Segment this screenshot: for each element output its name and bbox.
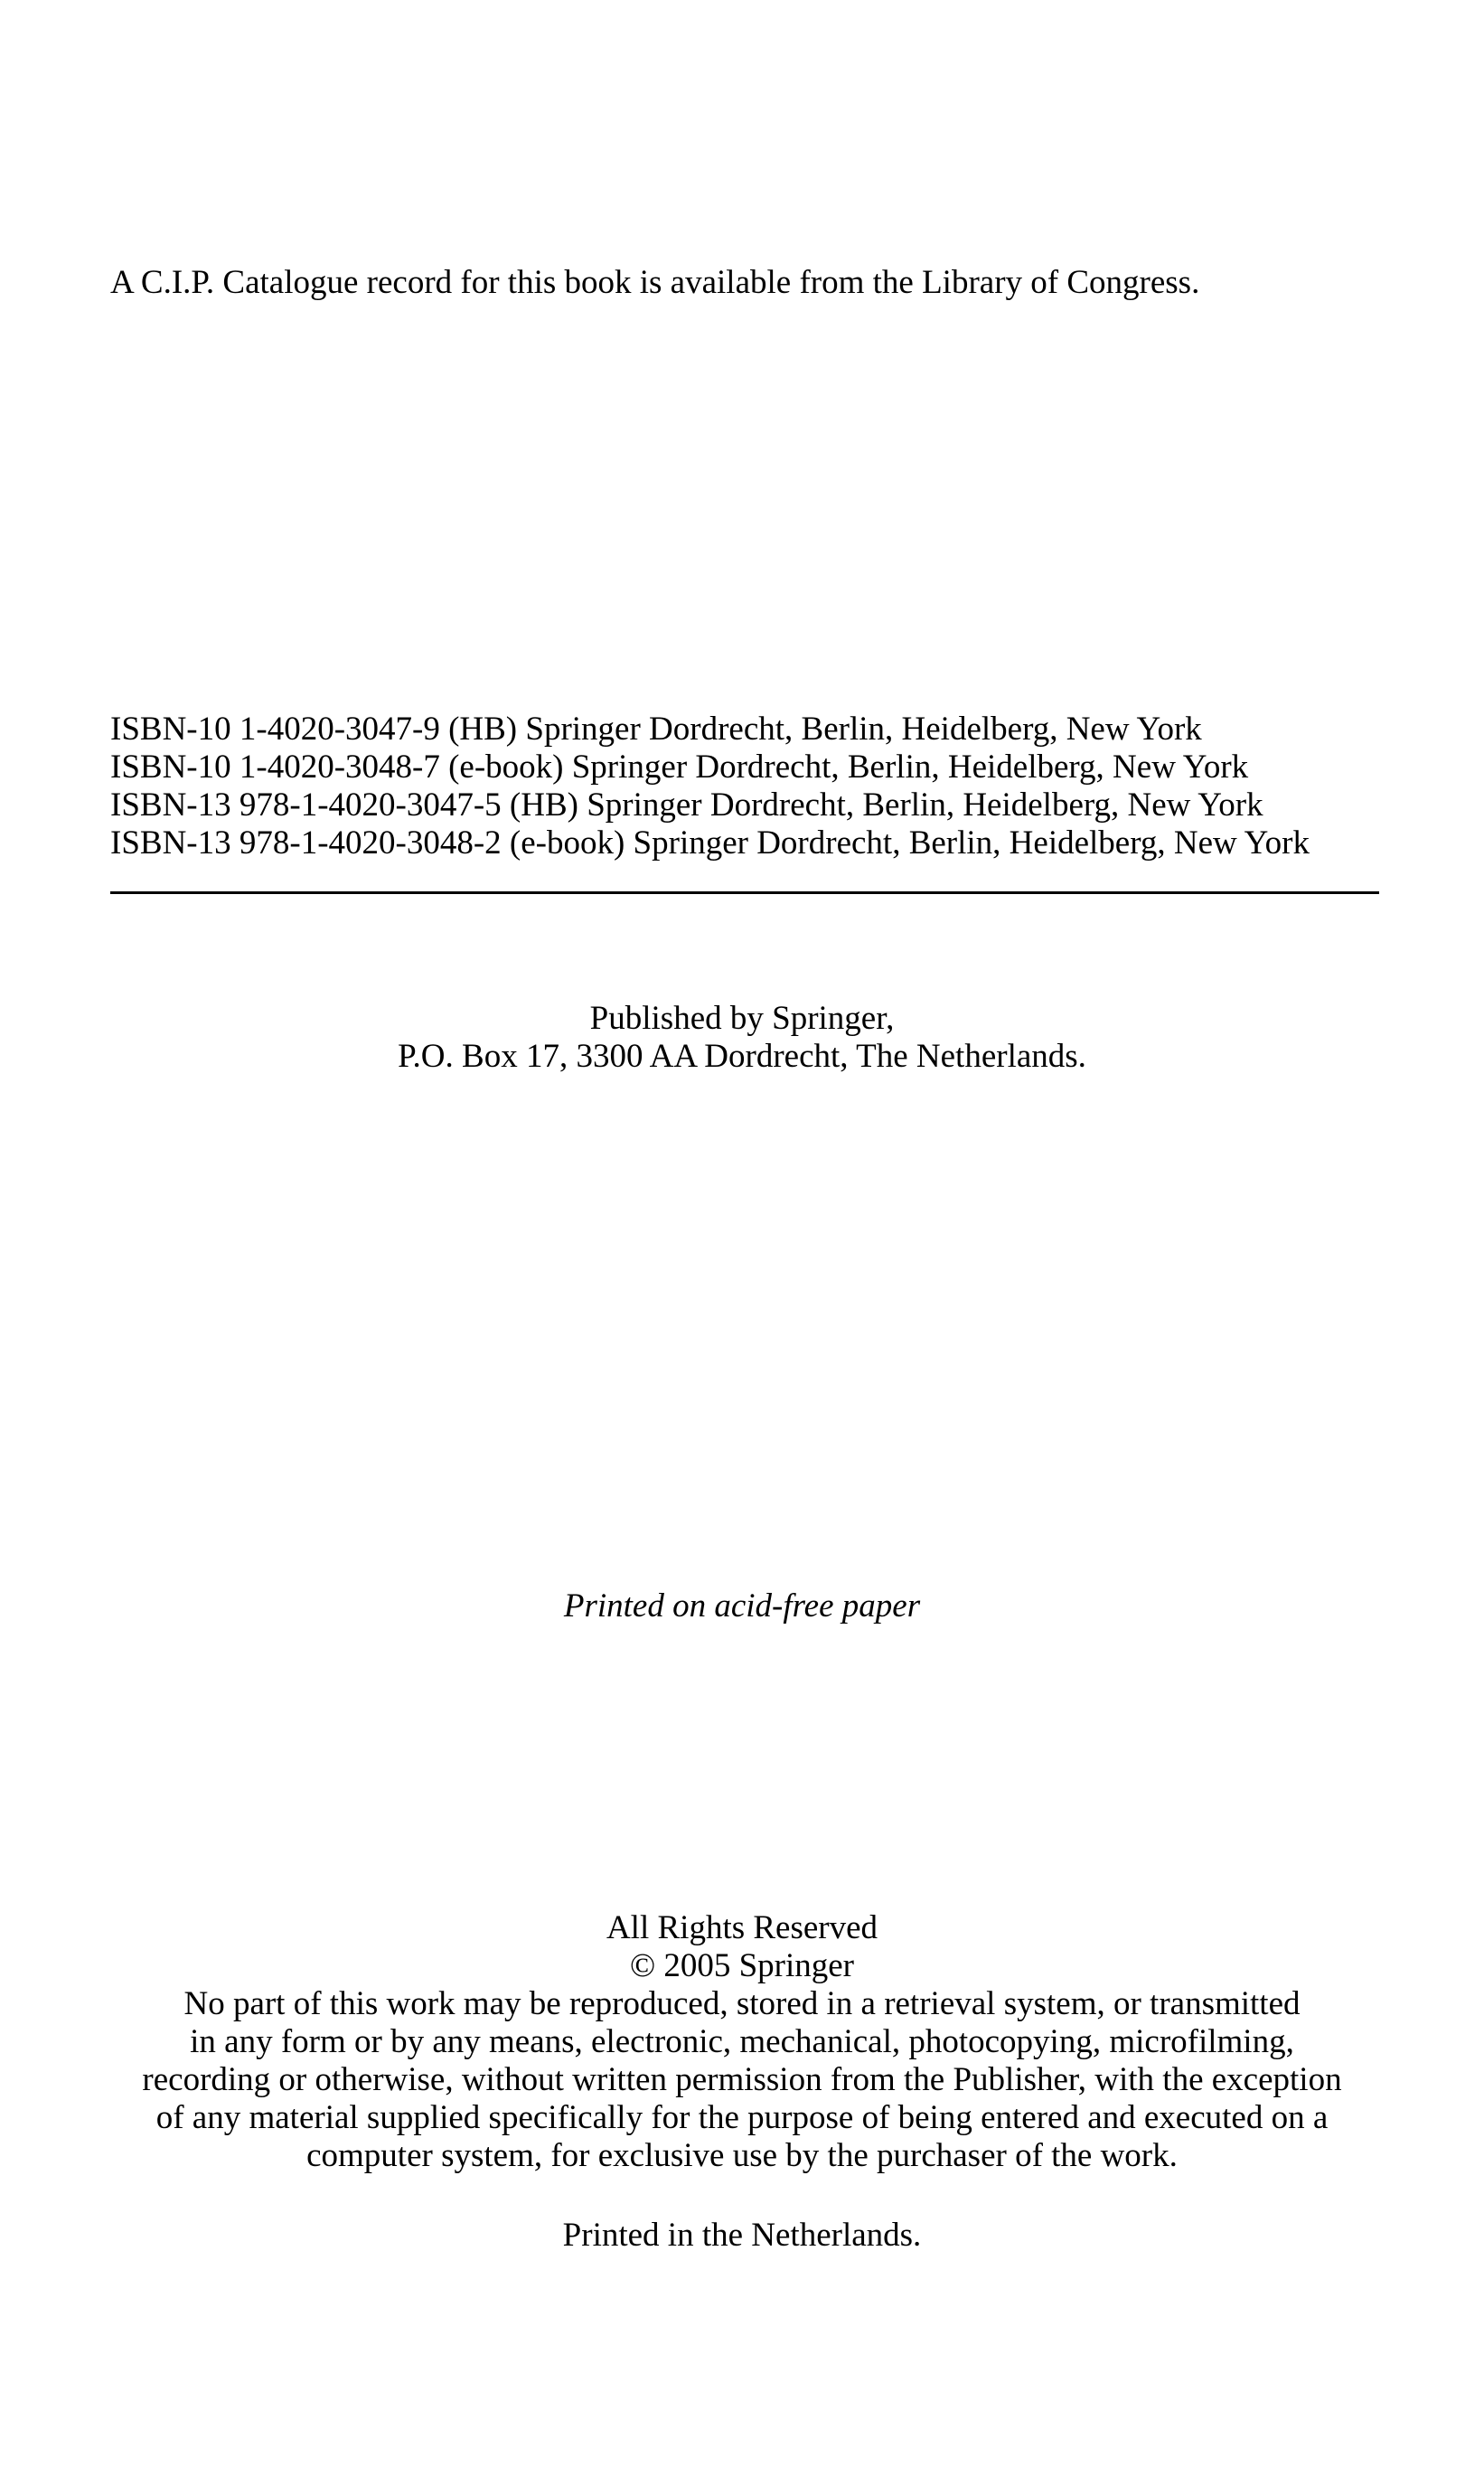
publisher-name: Published by Springer,	[589, 1000, 895, 1037]
horizontal-divider	[110, 891, 1379, 894]
isbn-line: ISBN-10 1-4020-3048-7 (e-book) Springer Dordrecht, Berlin, Heidelberg, New York	[110, 749, 1249, 786]
rights-text-line: No part of this work may be reproduced, stored in a retrieval system, or transmitted	[183, 1985, 1301, 2022]
rights-text-line: in any form or by any means, electronic, mechanical, photocopying, microfilming,	[190, 2023, 1294, 2060]
cip-notice: A C.I.P. Catalogue record for this book is available from the Library of Congress.	[110, 264, 1200, 301]
isbn-line: ISBN-10 1-4020-3047-9 (HB) Springer Dordrecht, Berlin, Heidelberg, New York	[110, 711, 1202, 748]
isbn-list	[110, 711, 1310, 862]
printed-in: Printed in the Netherlands.	[562, 2217, 922, 2254]
publisher-info	[0, 1000, 1484, 1076]
isbn-line: ISBN-13 978-1-4020-3047-5 (HB) Springer Dordrecht, Berlin, Heidelberg, New York	[110, 786, 1263, 824]
rights-text-line: computer system, for exclusive use by the purchaser of the work.	[306, 2137, 1178, 2174]
rights-text-line: of any material supplied specifically for the purpose of being entered and executed on a	[155, 2099, 1329, 2136]
paper-note: Printed on acid-free paper	[563, 1587, 921, 1625]
publisher-address: P.O. Box 17, 3300 AA Dordrecht, The Netherlands.	[398, 1038, 1086, 1075]
rights-block	[0, 1909, 1484, 2175]
rights-reserved: All Rights Reserved	[606, 1909, 878, 1946]
copyright-line: © 2005 Springer	[629, 1947, 855, 1984]
isbn-line: ISBN-13 978-1-4020-3048-2 (e-book) Springer Dordrecht, Berlin, Heidelberg, New York	[110, 824, 1310, 862]
rights-text-line: recording or otherwise, without written permission from the Publisher, with the exception	[142, 2061, 1342, 2098]
